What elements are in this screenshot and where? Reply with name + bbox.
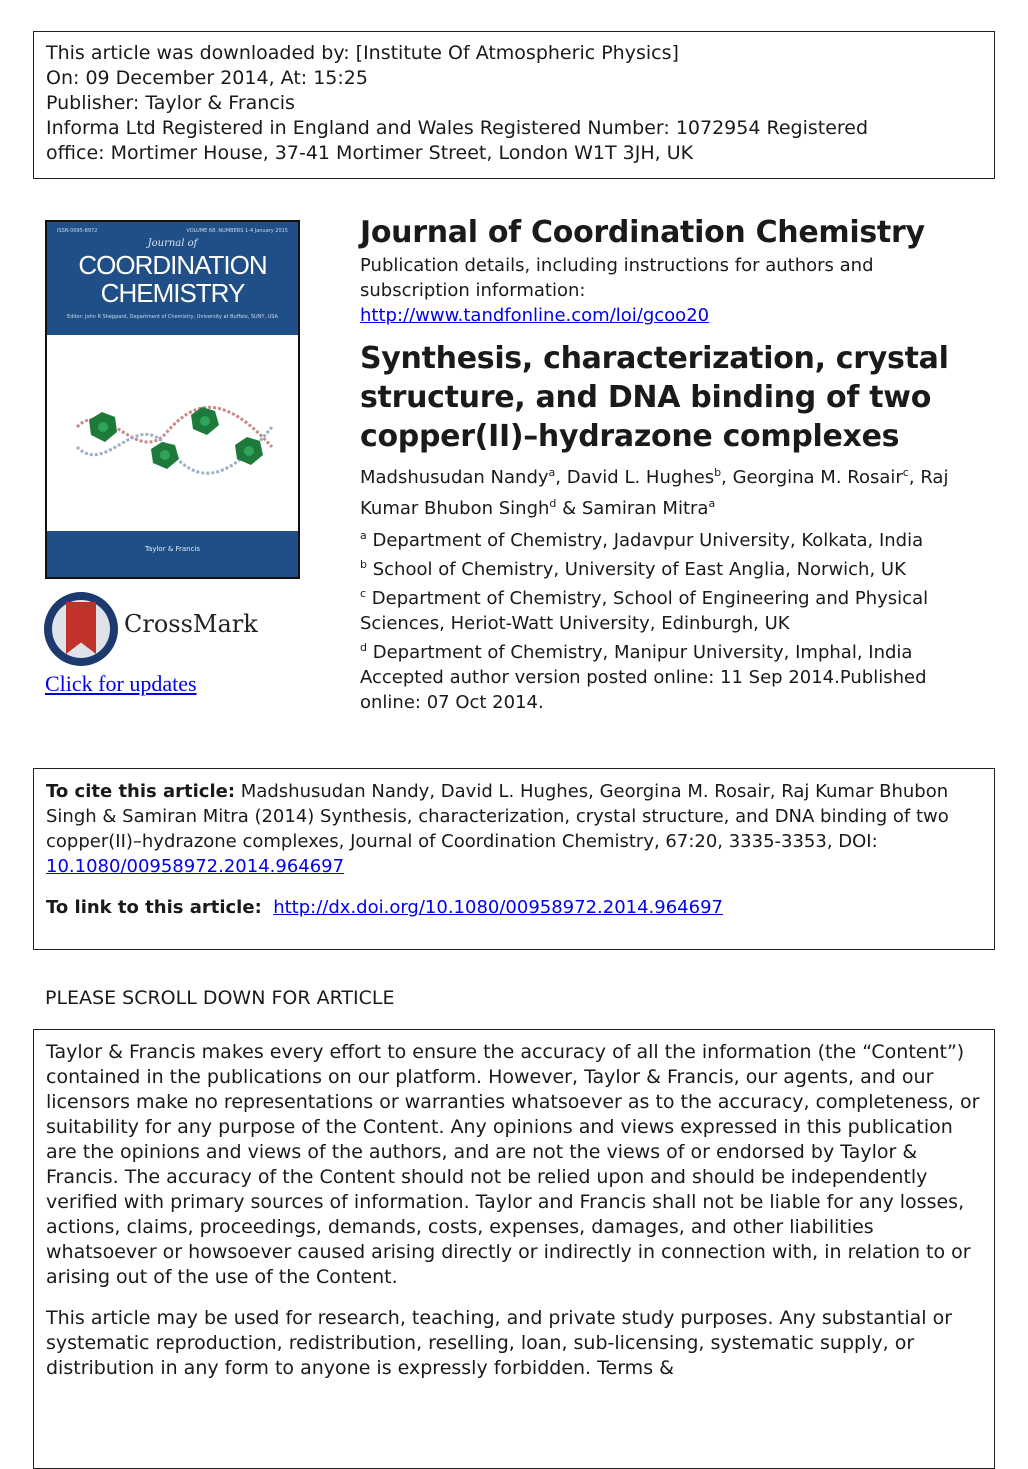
author-sup: d xyxy=(549,497,557,510)
journal-title: Journal of Coordination Chemistry xyxy=(360,215,925,250)
author-name: Samiran Mitra xyxy=(581,498,709,519)
article-doi-url-link[interactable]: http://dx.doi.org/10.1080/00958972.2014.964697 xyxy=(273,897,723,918)
author-sup: c xyxy=(902,466,909,479)
affiliation: $^a$ Department of Chemistry, Jadavpur University, Kolkata, India xyxy=(360,529,924,551)
download-notice-box xyxy=(33,31,995,179)
publication-details-line: subscription information: xyxy=(360,280,586,301)
affiliation: $^d$ Department of Chemistry, Manipur University, Imphal, India xyxy=(360,641,913,663)
cover-volume: VOLUME 68, NUMBERS 1-4 January 2015 xyxy=(186,228,288,234)
journal-cover-image xyxy=(45,220,300,579)
download-line: office: Mortimer House, 37-41 Mortimer Street, London W1T 3JH, UK xyxy=(46,142,694,164)
posted-dates: Accepted author version posted online: 11 Sep 2014.Published online: 07 Oct 2014. xyxy=(360,667,927,713)
article-title: Synthesis, characterization, crystal structure, and DNA binding of two copper(II)–hydrazone complexes xyxy=(360,341,949,454)
scroll-down-notice: PLEASE SCROLL DOWN FOR ARTICLE xyxy=(45,987,395,1009)
crossmark-logo[interactable] xyxy=(44,592,264,667)
crossmark-icon xyxy=(44,592,118,666)
link-label: To link to this article: xyxy=(46,897,262,918)
affiliation: $^c$ Department of Chemistry, School of Engineering and Physical Sciences, Heriot-Watt University, Edinburgh, UK xyxy=(360,587,929,634)
cover-issn: ISSN 0095-8972 xyxy=(57,228,98,234)
download-line: On: 09 December 2014, At: 15:25 xyxy=(46,67,368,89)
download-line: Informa Ltd Registered in England and Wales Registered Number: 1072954 Registered xyxy=(46,117,869,139)
download-line: This article was downloaded by: [Institute Of Atmospheric Physics] xyxy=(46,42,679,64)
citation-box xyxy=(33,768,995,950)
link-paragraph xyxy=(46,895,982,920)
terms-box xyxy=(33,1029,995,1469)
author-name: David L. Hughes xyxy=(566,467,715,488)
cover-top-band xyxy=(47,222,298,335)
affiliation: $^b$ School of Chemistry, University of East Anglia, Norwich, UK xyxy=(360,558,906,580)
cite-label: To cite this article: xyxy=(46,781,236,802)
publication-details-line: Publication details, including instructions for authors and xyxy=(360,255,874,276)
cover-journal-of: Journal of xyxy=(147,238,198,249)
author-sup: a xyxy=(708,497,716,510)
doi-link[interactable]: 10.1080/00958972.2014.964697 xyxy=(46,856,345,877)
author-sup: a xyxy=(548,466,556,479)
author-name: Madshusudan Nandy xyxy=(360,467,549,488)
cite-paragraph xyxy=(46,779,982,879)
author-name: Raj Kumar Bhubon Singh xyxy=(360,467,949,519)
cover-publisher-logo: Taylor & Francis xyxy=(144,545,201,553)
journal-url-link[interactable]: http://www.tandfonline.com/loi/gcoo20 xyxy=(360,305,710,326)
click-for-updates-link[interactable]: Click for updates xyxy=(45,671,197,696)
cover-bottom-band xyxy=(47,531,298,577)
terms-paragraph: Taylor & Francis makes every effort to ensure the accuracy of all the information (the “Content”) contained in the publications on our platform. However, Taylor & Francis, our agents, and our licensors make no representations or warranties whatsoever as to the accuracy, completeness, or suitability for any purpose of the Content. Any opinions and views expressed in this publication are the opinions and views of the authors, and are not the views of or endorsed by Taylor & Francis. The accuracy of the Content should not be relied upon and should be independently verified with primary sources of information. Taylor and Francis shall not be liable for any losses, actions, claims, proceedings, demands, costs, expenses, damages, and other liabilities whatsoever or howsoever caused arising directly or indirectly in connection with, in relation to or arising out of the use of the Content. xyxy=(46,1041,980,1288)
article-header xyxy=(360,213,985,715)
download-line: Publisher: Taylor & Francis xyxy=(46,92,295,114)
author-name: Georgina M. Rosair xyxy=(732,467,903,488)
author-sup: b xyxy=(714,466,722,479)
terms-paragraph: This article may be used for research, teaching, and private study purposes. Any substantial or systematic reproduction, redistribution, reselling, loan, sub-licensing, systematic supply, or distribution in any form to anyone is expressly forbidden. Terms & xyxy=(46,1307,953,1379)
cover-molecule-illustration xyxy=(67,387,282,497)
cite-text: Madshusudan Nandy, David L. Hughes, Georgina M. Rosair, Raj Kumar Bhubon Singh & Samiran Mitra (2014) Synthesis, characterization, crystal structure, and DNA binding of two copper(II)–hydrazone complexes, Journal of Coordination Chemistry, 67:20, 3335-3353, DOI: xyxy=(46,781,949,852)
cover-editor: Editor: John R Sheppard, Department of Chemistry, University at Buffalo, SUNY, USA xyxy=(67,314,278,320)
author-list: Madshusudan Nandy$^a$, David L. Hughes$^b$, Georgina M. Rosair$^c$, Raj Kumar Bhubon Singh$^d$ & Samiran Mitra$^a$ xyxy=(360,466,949,519)
cover-title-line1: COORDINATION xyxy=(78,250,267,280)
cover-title-line2: CHEMISTRY xyxy=(100,278,245,308)
crossmark-label: CrossMark xyxy=(124,610,258,638)
